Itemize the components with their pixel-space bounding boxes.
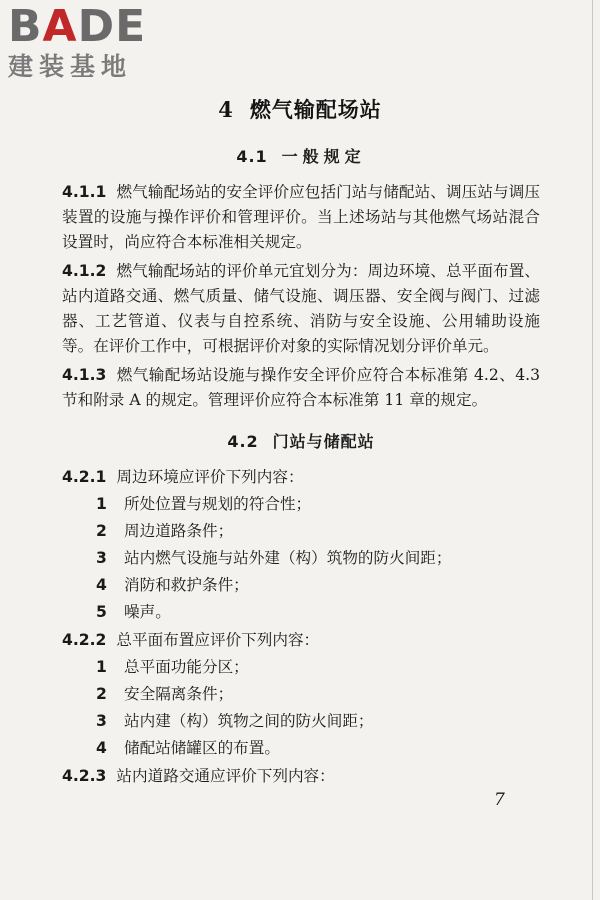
clause-number: 4.2.2: [62, 631, 107, 649]
clause-4-2-1: [62, 465, 540, 490]
section-number: 4.2: [227, 432, 259, 451]
section-title-text: 一般规定: [281, 147, 366, 166]
item-number: 3: [96, 549, 107, 567]
chapter-number: 4: [218, 97, 234, 122]
clause-4-2-2-list: [62, 655, 540, 761]
clause-text: 燃气输配场站的评价单元宜划分为：周边环境、总平面布置、站内道路交通、燃气质量、储气设施、调压器、安全阀与阀门、过滤器、工艺管道、仪表与自控系统、消防与安全设施、公用辅助设施等。在评价工作中，可根据评价对象的实际情况划分评价单元。: [62, 262, 540, 355]
clause-4-2-3: [62, 764, 540, 789]
item-text: 储配站储罐区的布置。: [124, 739, 280, 757]
list-item: [62, 600, 540, 625]
clause-text: 总平面布置应评价下列内容：: [116, 631, 320, 649]
logo-letters-de: DE: [77, 1, 147, 52]
logo-letter-b: B: [8, 1, 43, 52]
item-text: 消防和救护条件；: [124, 576, 249, 594]
clause-4-1-2: [62, 259, 540, 359]
list-item: [62, 573, 540, 598]
section-number: 4.1: [236, 147, 268, 166]
clause-4-2-2: [62, 628, 540, 653]
clause-4-1-3: [62, 363, 540, 413]
clause-number: 4.1.1: [62, 183, 107, 201]
chapter-title: [0, 94, 600, 124]
item-text: 安全隔离条件；: [124, 685, 234, 703]
page-edge-line: [592, 0, 593, 900]
clause-4-2-1-list: [62, 492, 540, 625]
list-item: [62, 492, 540, 517]
list-item: [62, 682, 540, 707]
list-item: [62, 736, 540, 761]
item-text: 周边道路条件；: [124, 522, 234, 540]
item-text: 总平面功能分区；: [124, 658, 249, 676]
logo-wordmark: [8, 1, 178, 52]
item-text: 站内建（构）筑物之间的防火间距；: [124, 712, 374, 730]
bade-logo: [8, 1, 178, 86]
logo-chinese-text: 建装基地: [8, 52, 133, 81]
item-number: 1: [96, 658, 107, 676]
list-item: [62, 546, 540, 571]
section-title-4-1: [62, 144, 540, 169]
clause-number: 4.1.3: [62, 366, 107, 384]
logo-letter-a: A: [42, 1, 78, 52]
clause-number: 4.1.2: [62, 262, 107, 280]
item-number: 4: [96, 576, 107, 594]
item-text: 所处位置与规划的符合性；: [124, 495, 312, 513]
clause-number: 4.2.1: [62, 468, 107, 486]
clause-number: 4.2.3: [62, 767, 107, 785]
chapter-title-text: 燃气输配场站: [249, 97, 382, 122]
item-number: 1: [96, 495, 107, 513]
list-item: [62, 519, 540, 544]
list-item: [62, 655, 540, 680]
list-item: [62, 709, 540, 734]
clause-text: 站内道路交通应评价下列内容：: [116, 767, 335, 785]
clause-text: 周边环境应评价下列内容：: [116, 468, 304, 486]
item-number: 2: [96, 685, 107, 703]
clause-text: 燃气输配场站的安全评价应包括门站与储配站、调压站与调压装置的设施与操作评价和管理评价。当上述场站与其他燃气场站混合设置时，尚应符合本标准相关规定。: [62, 183, 540, 251]
clause-text: 燃气输配场站设施与操作安全评价应符合本标准第 4.2、4.3 节和附录 A 的规定。管理评价应符合本标准第 11 章的规定。: [62, 366, 540, 409]
item-number: 5: [96, 603, 107, 621]
section-title-text: 门站与储配站: [272, 432, 375, 451]
item-text: 站内燃气设施与站外建（构）筑物的防火间距；: [124, 549, 452, 567]
item-text: 噪声。: [124, 603, 171, 621]
section-title-4-2: [62, 429, 540, 454]
document-body: [62, 140, 540, 793]
item-number: 3: [96, 712, 107, 730]
page-number: 7: [494, 790, 505, 810]
clause-4-1-1: [62, 180, 540, 255]
item-number: 4: [96, 739, 107, 757]
item-number: 2: [96, 522, 107, 540]
